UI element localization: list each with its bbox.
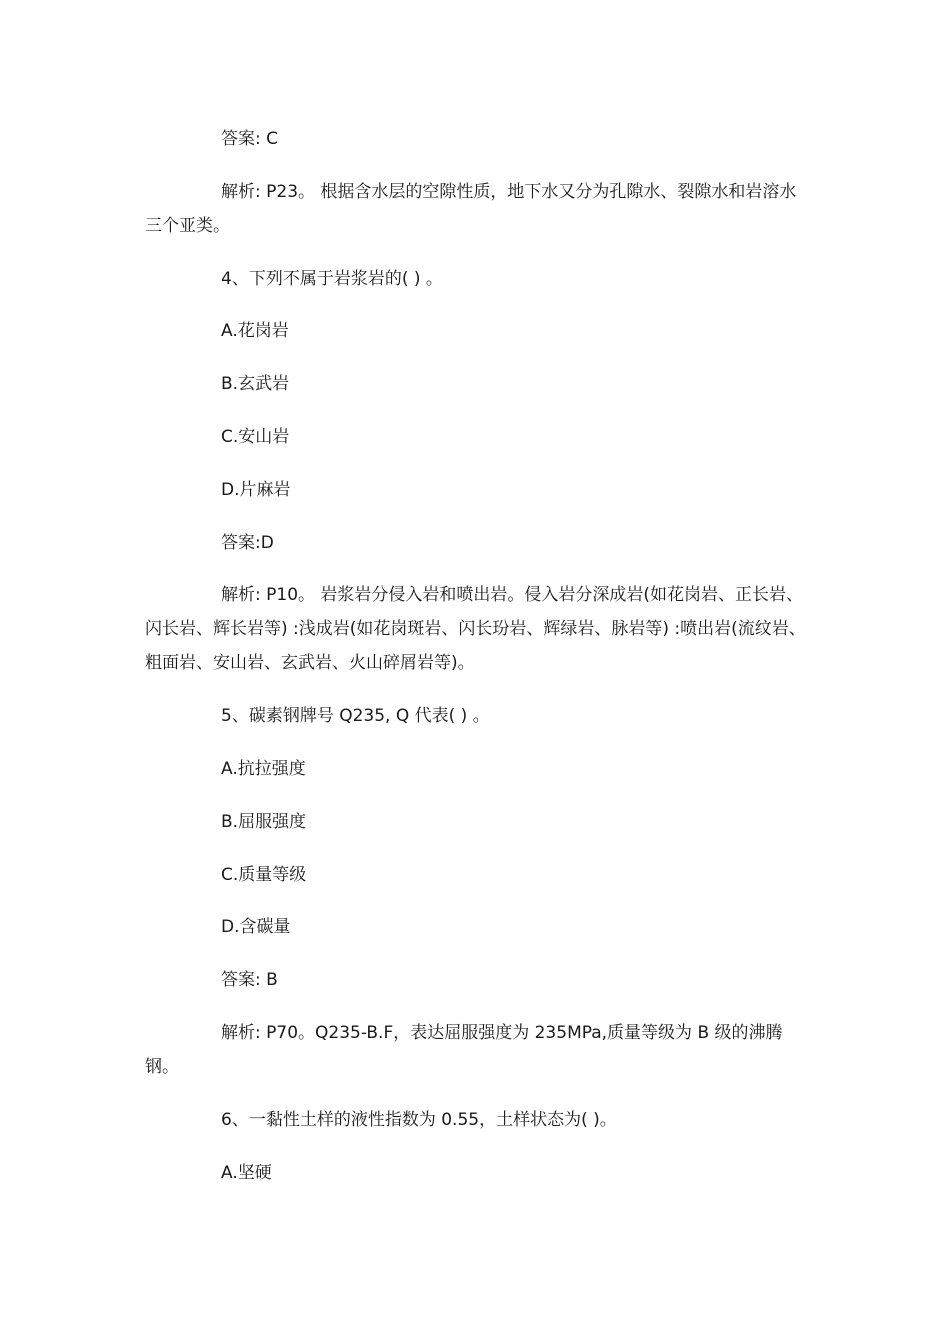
analysis-4: 解析: P10。 岩浆岩分侵入岩和喷出岩。侵入岩分深成岩(如花岗岩、正长岩、闪长岩、辉长岩等) :浅成岩(如花岗斑岩、闪长玢岩、辉绿岩、脉岩等) :喷出岩(流纹岩、粗面岩、安山岩、玄武岩、火山碎屑岩等)。 <box>145 585 806 674</box>
analysis-5: 解析: P70。Q235-B.F，表达屈服强度为 235MPa,质量等级为 B 级的沸腾钢。 <box>145 1022 783 1077</box>
q5-option-a: A.抗拉强度 <box>221 758 306 779</box>
analysis-3: 解析: P23。 根据含水层的空隙性质，地下水又分为孔隙水、裂隙水和岩溶水三个亚类。 <box>145 181 797 236</box>
question-6: 6、一黏性土样的液性指数为 0.55，土样状态为( )。 <box>221 1109 617 1130</box>
q6-option-a: A.坚硬 <box>221 1162 272 1183</box>
answer-3: 答案: C <box>221 129 279 149</box>
q4-option-d: D.片麻岩 <box>221 479 291 500</box>
q5-option-b: B.屈服强度 <box>221 811 307 832</box>
q4-option-a: A.花岗岩 <box>221 321 289 342</box>
q5-option-d: D.含碳量 <box>221 917 291 938</box>
q4-option-c: C.安山岩 <box>221 426 290 447</box>
q4-option-b: B.玄武岩 <box>221 374 290 395</box>
document-body <box>145 122 810 1208</box>
q5-option-c: C.质量等级 <box>221 864 307 885</box>
answer-5: 答案: B <box>221 970 278 991</box>
question-5: 5、碳素钢牌号 Q235, Q 代表( ) 。 <box>221 706 490 727</box>
answer-4: 答案:D <box>221 532 274 553</box>
question-4: 4、下列不属于岩浆岩的( ) 。 <box>221 268 443 289</box>
